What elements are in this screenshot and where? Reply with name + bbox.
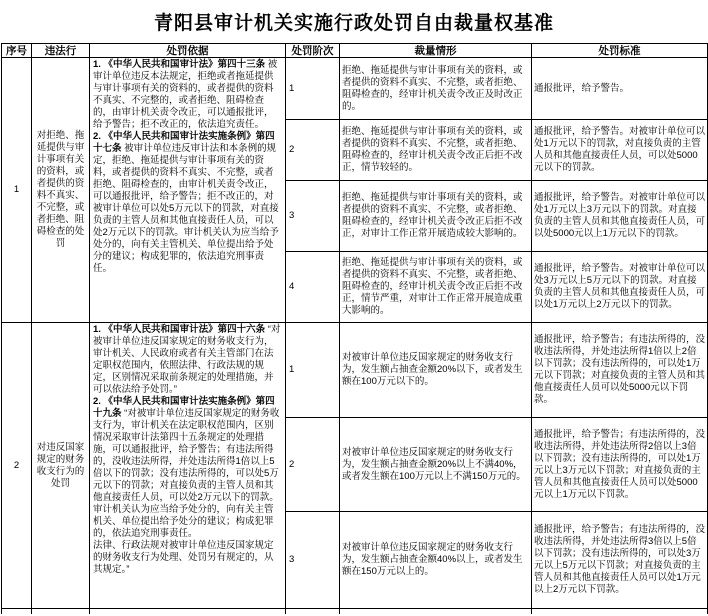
- table-row-partial: [2, 609, 708, 614]
- empty-cell: [90, 609, 286, 614]
- col-header-basis: 处罚依据: [90, 44, 286, 58]
- circumstance-cell: 拒绝、拖延提供与审计事项有关的资料，或者提供的资料不真实、不完整，或者拒绝、阻碍检查的，经审计机关责令改正后拒不改正，对审计工作正常开展造成较大影响的。: [340, 181, 532, 252]
- standard-cell: 通报批评，给予警告；有违法所得的，没收违法所得，并处违法所得1倍以上2倍以下罚款；没有违法所得的，可以处1万元以下罚款；对直接负责的主管人员和其他直接责任人员可以处5000元以下罚款。: [532, 323, 708, 418]
- header-row: [2, 44, 708, 58]
- col-header-violation: 违法行: [32, 44, 90, 58]
- empty-cell: [32, 609, 90, 614]
- col-header-level: 处罚阶次: [286, 44, 340, 58]
- col-header-index: 序号: [2, 44, 32, 58]
- table-row: [2, 58, 708, 120]
- standard-cell: 通报批评，给予警告。对被审计单位可以处1万元以下的罚款，对直接负责的主管人员和其他直接责任人员，可以处5000元以下的罚款。: [532, 120, 708, 181]
- level-cell: 1: [286, 58, 340, 120]
- level-cell: 4: [286, 252, 340, 323]
- standard-cell: 通报批评，给予警告；有违法所得的，没收违法所得，并处违法所得2倍以上3倍以下罚款；没有违法所得的，可以处1万元以上3万元以下罚款；对直接负责的主管人员和其他直接责任人员可以处5000元以上1万元以下罚款。: [532, 418, 708, 512]
- row-index-cell: 2: [2, 323, 32, 609]
- col-header-circumstance: 裁量情形: [340, 44, 532, 58]
- level-cell: 3: [286, 512, 340, 609]
- standard-cell: 通报批评，给予警告。对被审计单位可以处1万元以上3万元以下的罚款。对直接负责的主管人员和其他直接责任人员，可以处5000元以上1万元以下的罚款。: [532, 181, 708, 252]
- table-row: [2, 323, 708, 418]
- circumstance-cell: 拒绝、拖延提供与审计事项有关的资料，或者提供的资料不真实、不完整，或者拒绝、阻碍检查的，经审计机关责令改正及时改正的。: [340, 58, 532, 120]
- circumstance-cell: 对被审计单位违反国家规定的财务收支行为，发生额占抽查金额20%以下，或者发生额在100万元以下的。: [340, 323, 532, 418]
- penalty-benchmark-table: [1, 43, 708, 614]
- empty-cell: [286, 609, 340, 614]
- basis-cell: 1. 《中华人民共和国审计法》第四十六条 “对被审计单位违反国家规定的财务收支行为，审计机关、人民政府或者有关主管部门在法定职权范围内，依照法律、行政法规的规定，区别情况采取前条规定的处理措施，并可以依法给予处罚。” 2. 《中华人民共和国审计法实施条例》第四十九条 “对被审计单位违反国家规定的财务收支行为，审计机关在法定职权范围内，区别情况采取审计法第四十五条规定的处理措施，可以通报批评，给予警告；有违法所得的，没收违法所得，并处违法所得1倍以上5倍以下的罚款；没有违法所得的，可以处5万元以下的罚款；对直接负责的主管人员和其他直接责任人员，可以处2万元以下的罚款。审计机关认为应当给予处分的，向有关主管机关、单位提出给予处分的建议；构成犯罪的，依法追究刑事责任。 法律、行政法规对被审计单位违反国家规定的财务收支行为处理、处罚另有规定的，从其规定。”: [90, 323, 286, 609]
- empty-cell: [2, 609, 32, 614]
- violation-cell: 对拒绝、拖延提供与审计事项有关的资料，或者提供的资料不真实、不完整，或者拒绝、阻碍检查的处罚: [32, 58, 90, 323]
- standard-cell: 通报批评，给予警告。: [532, 58, 708, 120]
- col-header-standard: 处罚标准: [532, 44, 708, 58]
- standard-cell: 通报批评，给予警告。对被审计单位可以处3万元以上5万元以下的罚款。对直接负责的主管人员和其他直接责任人员，可以处1万元以上2万元以下的罚款。: [532, 252, 708, 323]
- empty-cell: [340, 609, 532, 614]
- row-index-cell: 1: [2, 58, 32, 323]
- circumstance-cell: 拒绝、拖延提供与审计事项有关的资料，或者提供的资料不真实、不完整，或者拒绝、阻碍检查的，经审计机关责令改正后拒不改正，情节较轻的。: [340, 120, 532, 181]
- circumstance-cell: 拒绝、拖延提供与审计事项有关的资料，或者提供的资料不真实、不完整，或者拒绝、阻碍检查的，经审计机关责令改正后拒不改正，情节严重，对审计工作正常开展造成重大影响的。: [340, 252, 532, 323]
- circumstance-cell: 对被审计单位违反国家规定的财务收支行为，发生额占抽查金额40%以上，或者发生额在150万元以上的。: [340, 512, 532, 609]
- page-title: 青阳县审计机关实施行政处罚自由裁量权基准: [153, 13, 554, 34]
- empty-cell: [532, 609, 708, 614]
- violation-cell: 对违反国家规定的财务收支行为的处罚: [32, 323, 90, 609]
- standard-cell: 通报批评，给予警告；有违法所得的，没收违法所得，并处违法所得3倍以上5倍以下罚款；没有违法所得的，可以处3万元以上5万元以下罚款；对直接负责的主管人员和其他直接责任人员可以处1万元以上2万元以下罚款。: [532, 512, 708, 609]
- basis-cell: 1. 《中华人民共和国审计法》第四十三条 被审计单位违反本法规定，拒绝或者拖延提供与审计事项有关的资料的，或者提供的资料不真实、不完整的，或者拒绝、阻碍检查的，由审计机关责令改正，可以通报批评，给予警告；拒不改正的，依法追究责任。 2. 《中华人民共和国审计法实施条例》第四十七条 被审计单位违反审计法和本条例的规定，拒绝、拖延提供与审计事项有关的资料，或者提供的资料不真实、不完整，或者拒绝、阻碍检查的，由审计机关责令改正，可以通报批评，给予警告；拒不改正的，对被审计单位可以处5万元以下的罚款，对直接负责的主管人员和其他直接责任人员，可以处2万元以下的罚款。审计机关认为应当给予处分的，向有关主管机关、单位提出给予处分的建议；构成犯罪的，依法追究刑事责任。: [90, 58, 286, 323]
- circumstance-cell: 对被审计单位违反国家规定的财务收支行为，发生额占抽查金额20%以上不满40%，或者发生额在100万元以上不满150万元的。: [340, 418, 532, 512]
- level-cell: 2: [286, 418, 340, 512]
- level-cell: 2: [286, 120, 340, 181]
- level-cell: 3: [286, 181, 340, 252]
- level-cell: 1: [286, 323, 340, 418]
